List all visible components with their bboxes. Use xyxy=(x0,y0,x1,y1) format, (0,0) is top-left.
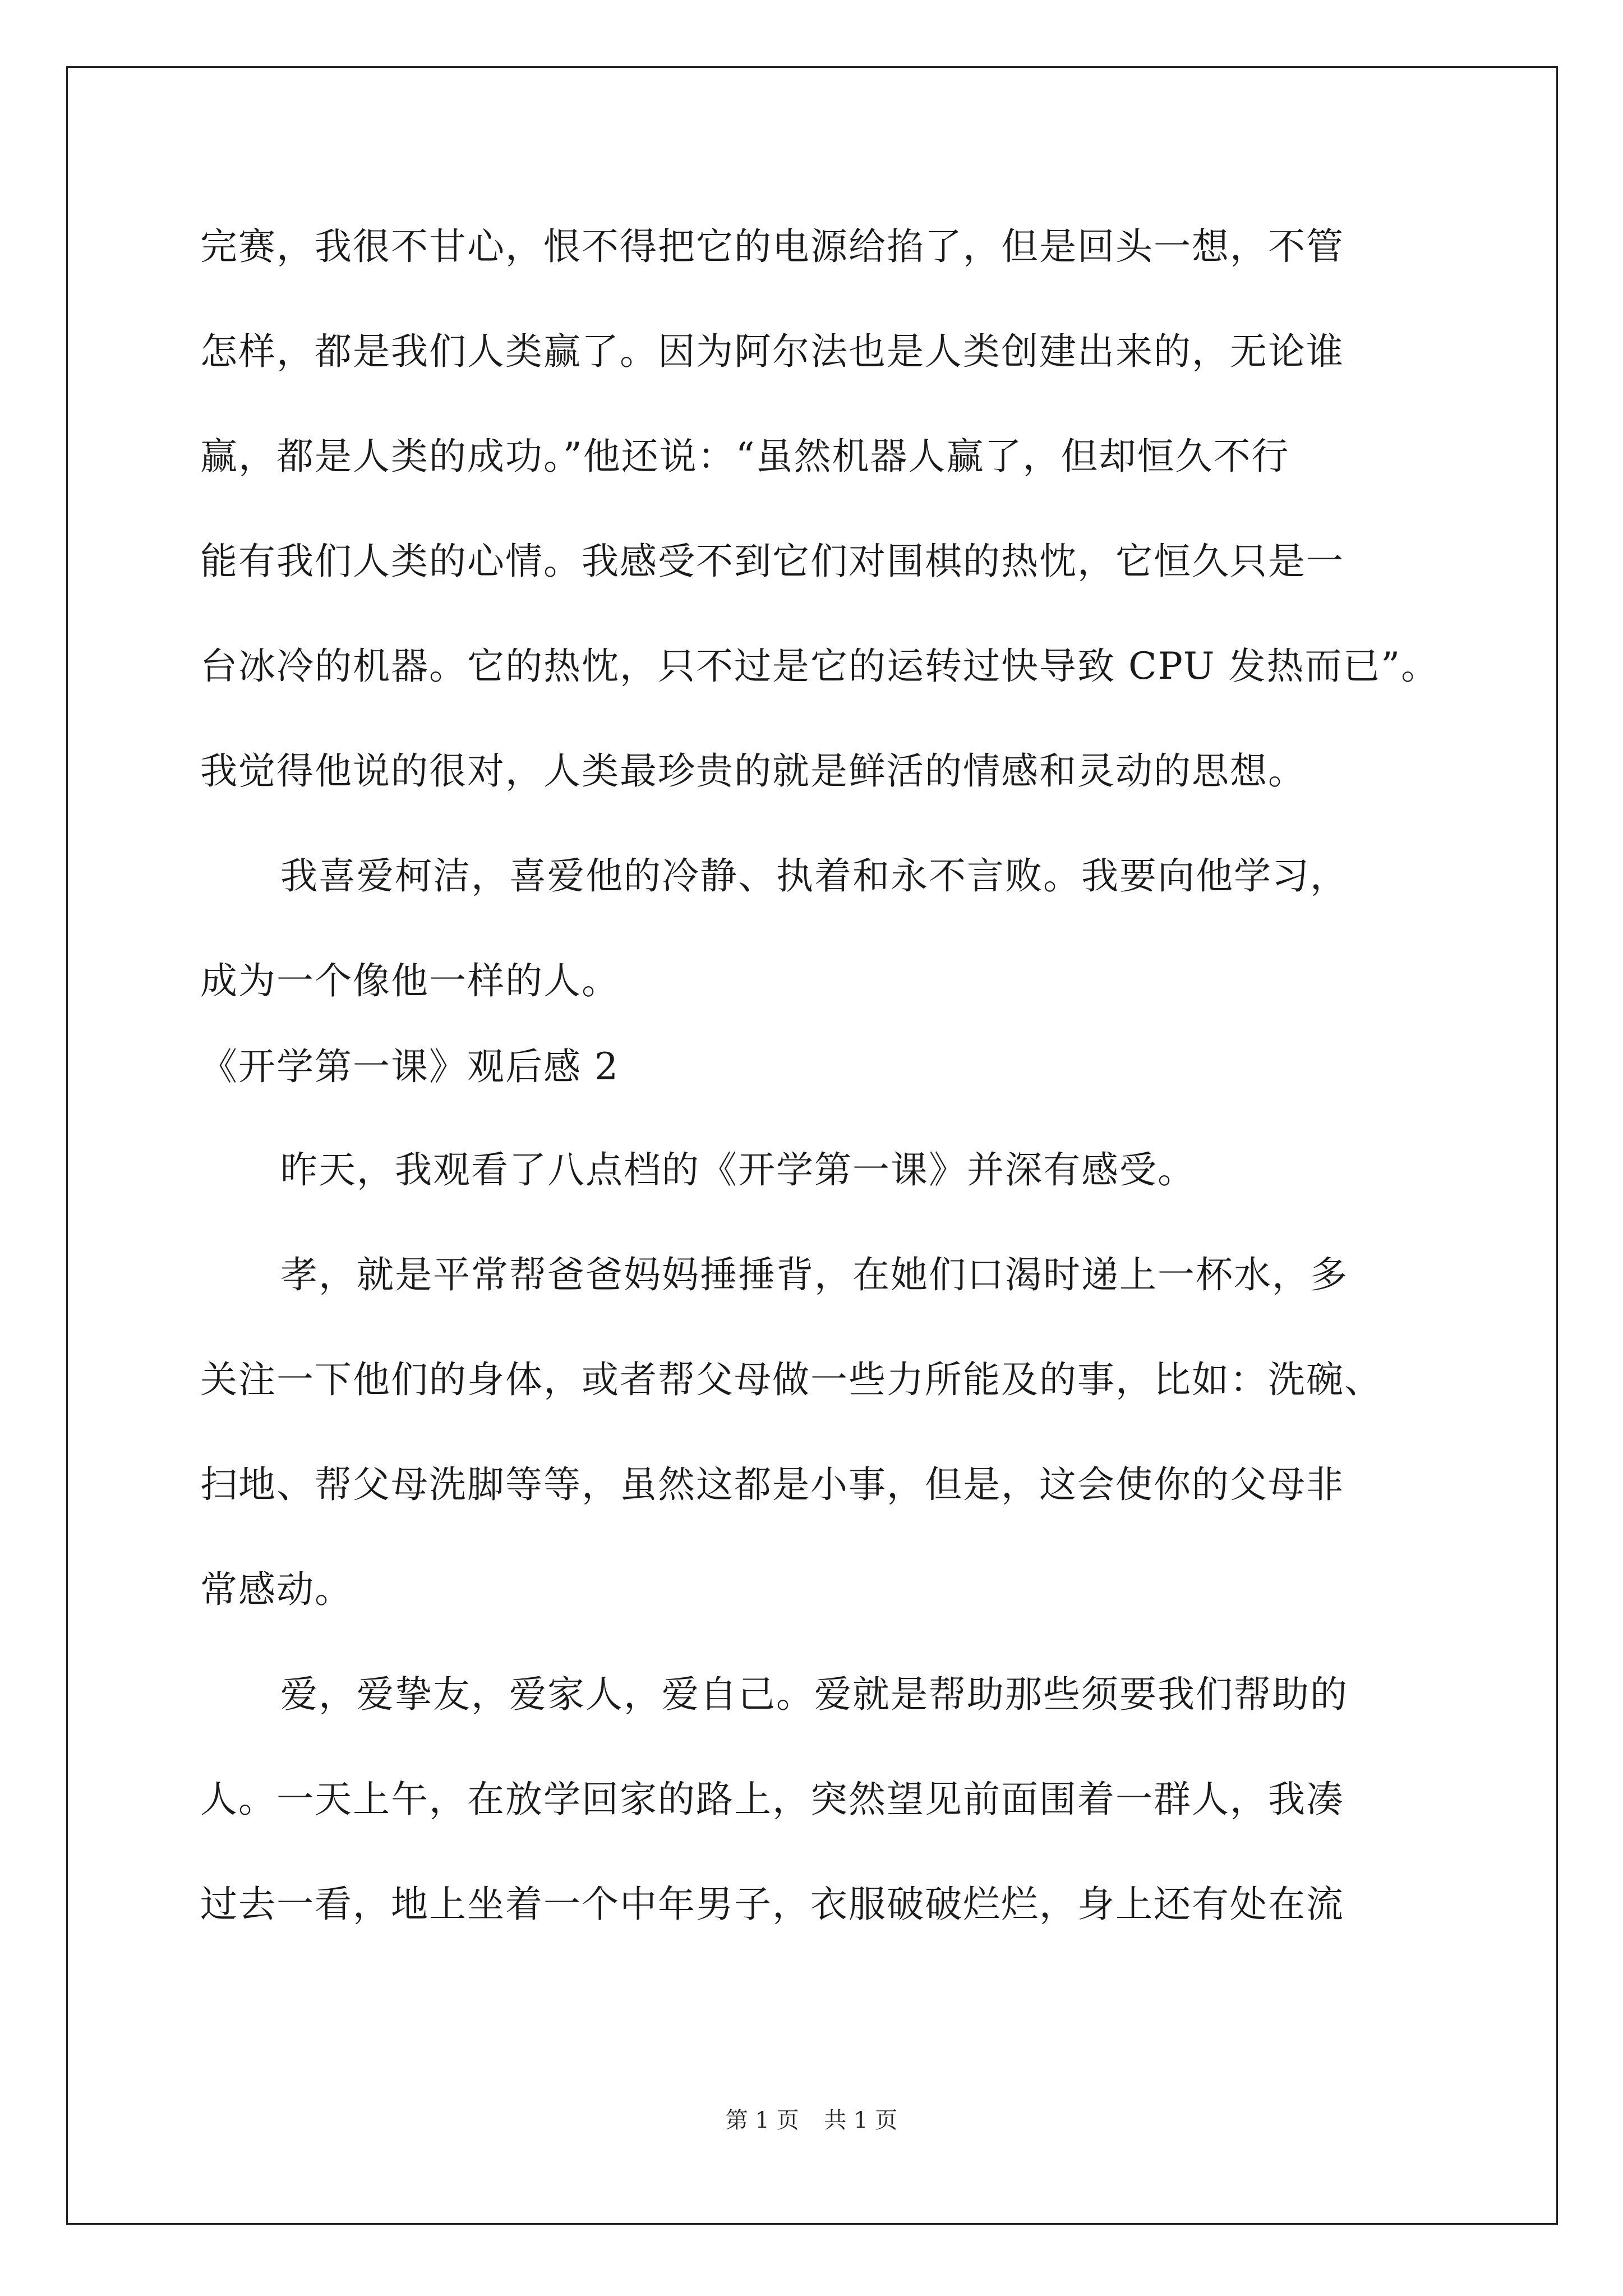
section-heading: 《开学第一课》观后感 2 xyxy=(200,1045,619,1088)
page-number: 第 1 页 xyxy=(725,2108,799,2133)
text-line: 过去一看，地上坐着一个中年男子，衣服破破烂烂，身上还有处在流 xyxy=(200,1883,1344,1926)
text-line: 我觉得他说的很对，人类最珍贵的就是鲜活的情感和灵动的思想。 xyxy=(200,749,1306,793)
text-line: 我喜爱柯洁，喜爱他的冷静、执着和永不言败。我要向他学习， xyxy=(280,854,1348,898)
text-line: 常感动。 xyxy=(200,1568,353,1611)
text-line: 完赛，我很不甘心，恨不得把它的电源给掐了，但是回头一想，不管 xyxy=(200,225,1344,268)
page-footer xyxy=(0,2106,1623,2134)
text-line: 扫地、帮父母洗脚等等，虽然这都是小事，但是，这会使你的父母非 xyxy=(200,1463,1344,1506)
text-line: 赢，都是人类的成功。”他还说：“虽然机器人赢了，但却恒久不行 xyxy=(200,435,1290,478)
text-line: 昨天，我观看了八点档的《开学第一课》并深有感受。 xyxy=(280,1148,1196,1191)
text-line: 台冰冷的机器。它的热忱，只不过是它的运转过快导致 CPU 发热而已”。 xyxy=(200,645,1440,688)
text-line: 人。一天上午，在放学回家的路上，突然望见前面围着一群人，我凑 xyxy=(200,1778,1344,1821)
text-line: 孝，就是平常帮爸爸妈妈捶捶背，在她们口渴时递上一杯水，多 xyxy=(280,1253,1348,1296)
text-line: 关注一下他们的身体，或者帮父母做一些力所能及的事，比如：洗碗、 xyxy=(200,1358,1382,1401)
text-line: 能有我们人类的心情。我感受不到它们对围棋的热忱，它恒久只是一 xyxy=(200,540,1344,583)
text-line: 爱，爱挚友，爱家人，爱自己。爱就是帮助那些须要我们帮助的 xyxy=(280,1673,1348,1716)
text-line: 怎样，都是我们人类赢了。因为阿尔法也是人类创建出来的，无论谁 xyxy=(200,330,1344,373)
text-line: 成为一个像他一样的人。 xyxy=(200,959,620,1002)
page-total: 共 1 页 xyxy=(824,2108,898,2133)
